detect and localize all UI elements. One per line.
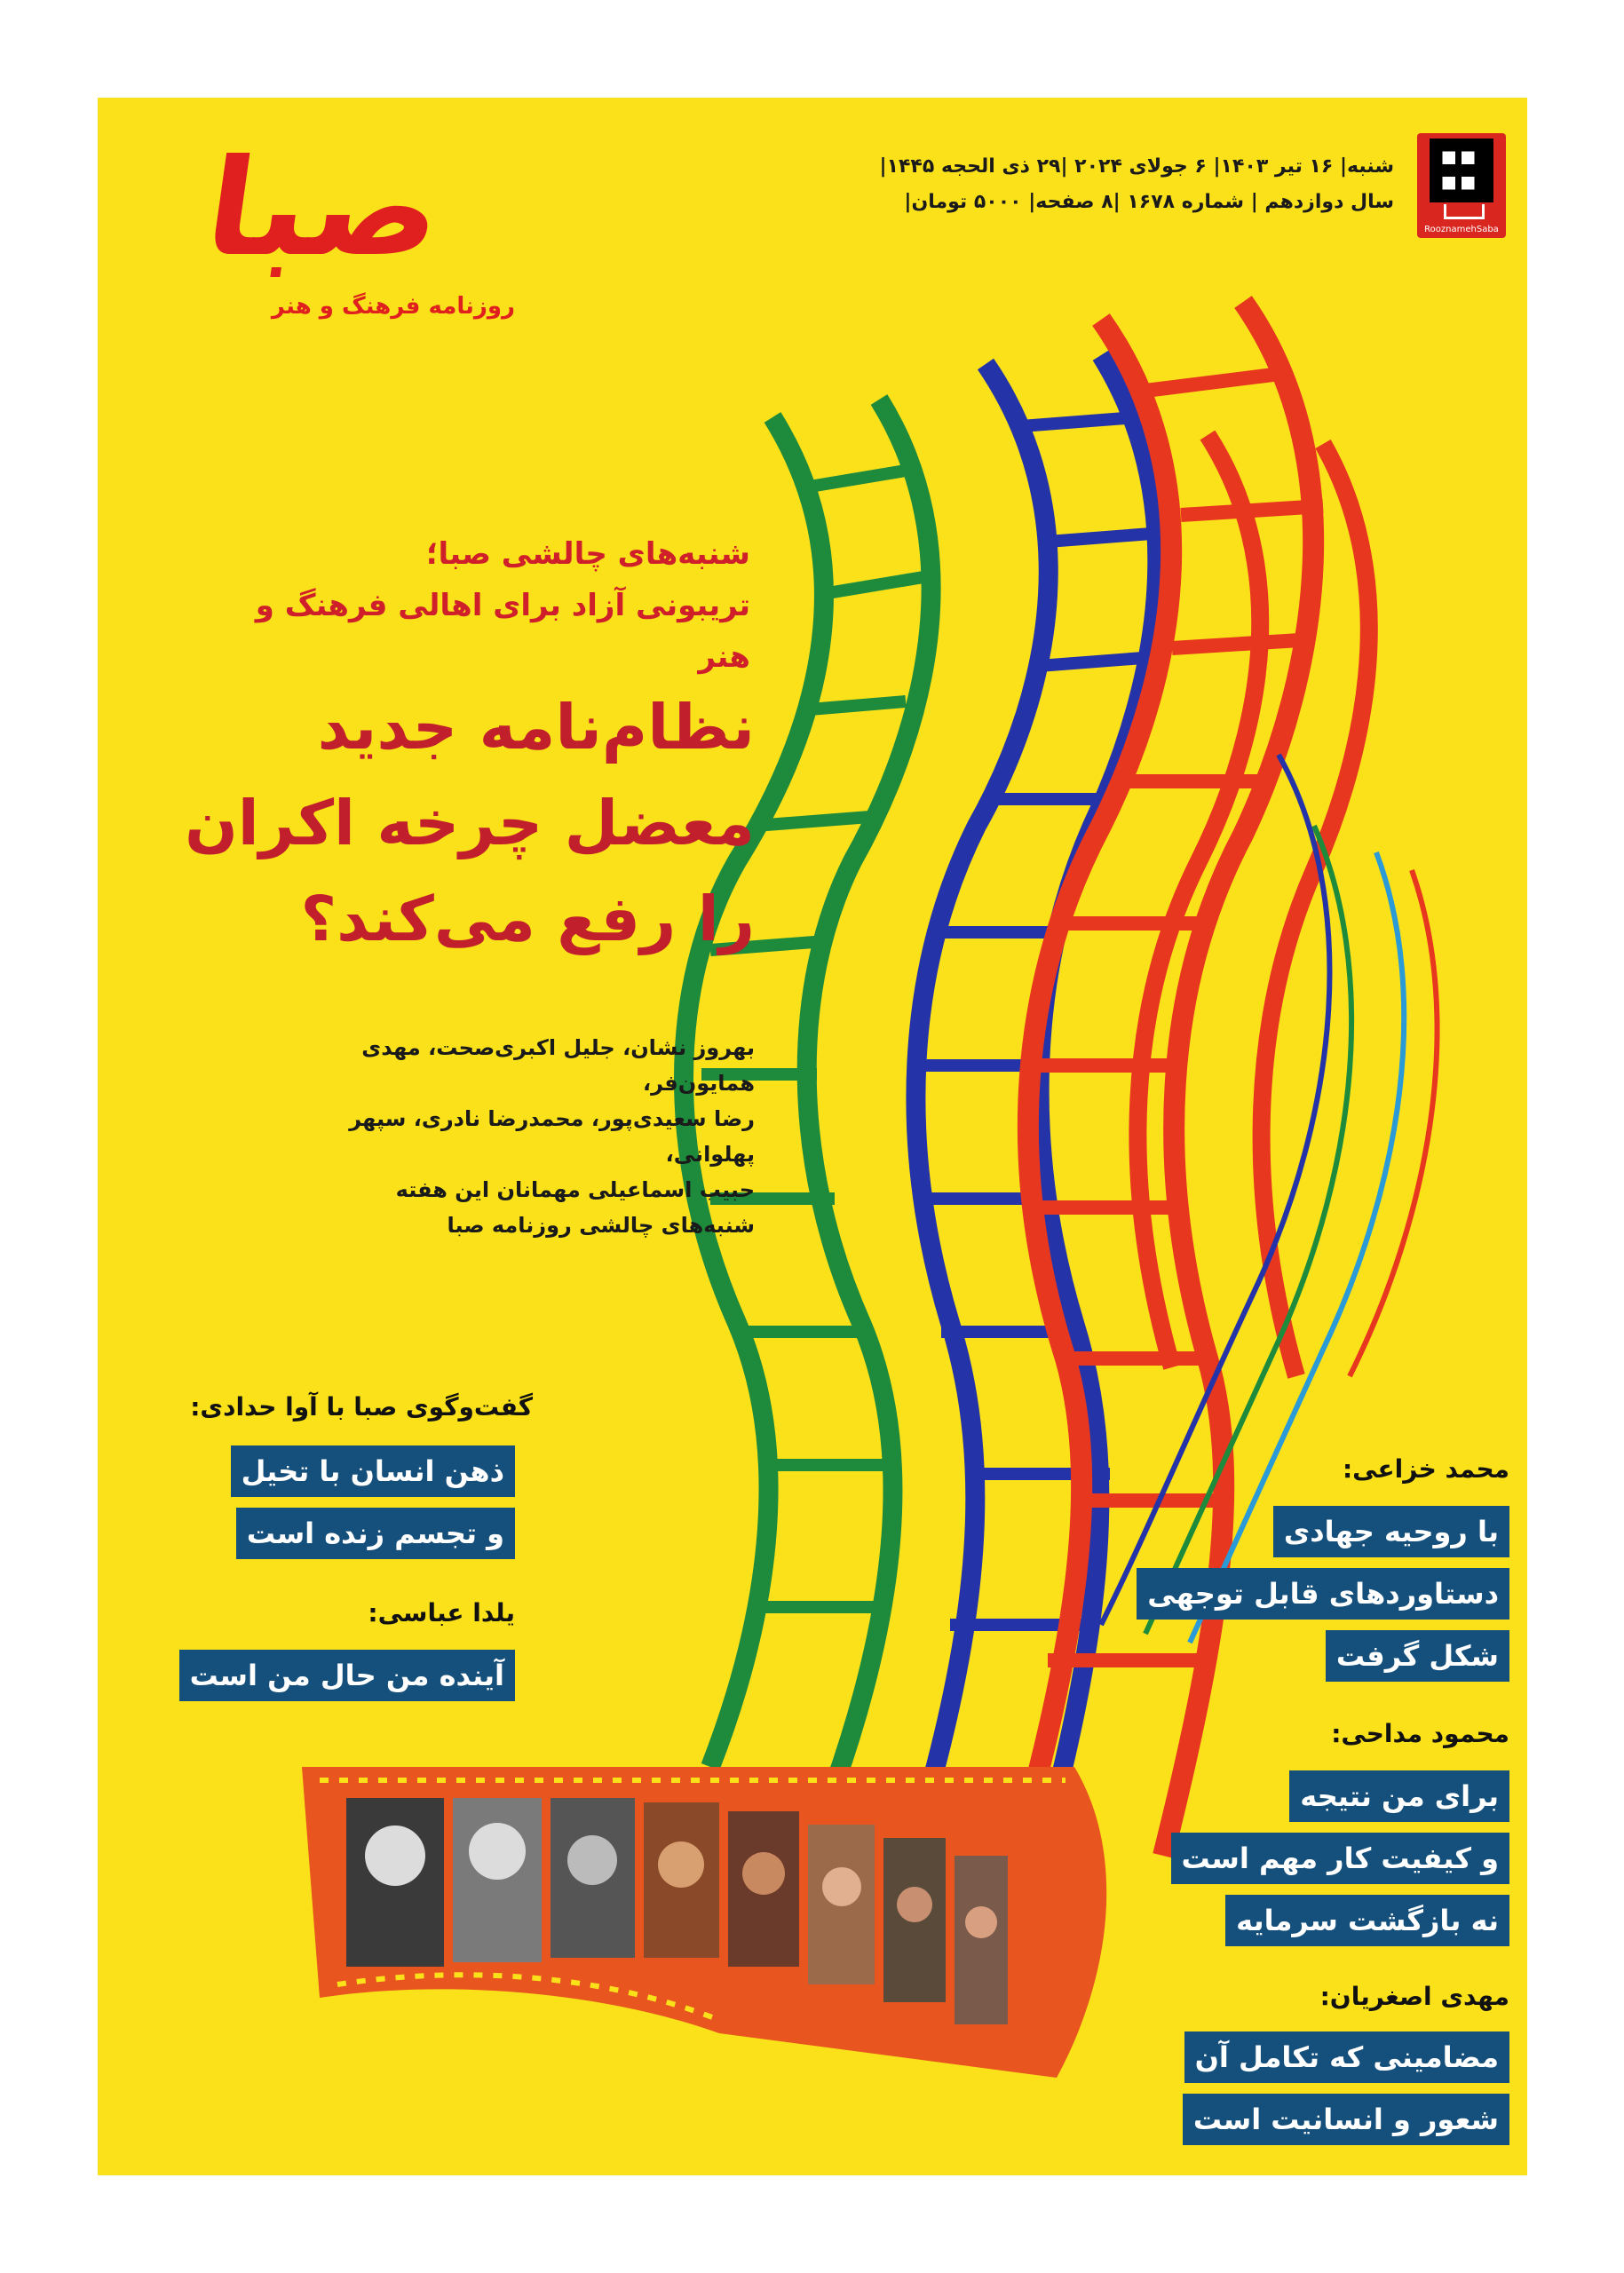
interview-box-2[interactable]: و تجسم زنده است: [236, 1508, 515, 1559]
issue-date-line: شنبه| ۱۶ تیر ۱۴۰۳| ۶ جولای ۲۰۲۴ |۲۹ ذی الحجه ۱۴۴۵|: [879, 155, 1394, 178]
madahi-box-1[interactable]: برای من نتیجه: [1289, 1770, 1509, 1822]
guests-line-2: رضا سعیدی‌پور، محمدرضا نادری، سپهر پهلوانی،: [349, 1106, 755, 1167]
khazaei-box-2[interactable]: دستاوردهای قابل توجهی: [1137, 1568, 1509, 1620]
lead-kicker: [218, 528, 750, 683]
issue-info: [772, 149, 1394, 220]
headline-line-3: را رفع می‌کند؟: [300, 883, 755, 955]
qr-code-icon[interactable]: [1417, 133, 1506, 238]
issue-number-line: سال دوازدهم | شماره ۱۶۷۸ |۸ صفحه| ۵۰۰۰ تومان|: [904, 191, 1394, 213]
guests-line-3: حبیب اسماعیلی مهمانان این هفته: [395, 1177, 755, 1202]
guests-line-1: بهروز نشان، جلیل اکبری‌صحت، مهدی همایون‌فر،: [361, 1035, 755, 1096]
khazaei-label: محمد خزاعی:: [1342, 1454, 1509, 1484]
headline-line-2: معضل چرخه اکران: [185, 787, 755, 859]
madahi-box-2[interactable]: و کیفیت کار مهم است: [1171, 1833, 1509, 1884]
kicker-line-1: شنبه‌های چالشی صبا؛: [425, 536, 750, 572]
bottom-film-strip: [302, 1767, 1106, 2078]
newspaper-front-page: [98, 98, 1527, 2175]
book-icon: [1444, 204, 1485, 219]
interview-label: گفت‌وگوی صبا با آوا حدادی:: [190, 1392, 533, 1422]
qr-pattern: [1430, 139, 1493, 202]
madahi-box-3[interactable]: نه بازگشت سرمایه: [1225, 1895, 1509, 1946]
asghariyan-label: مهدی اصغریان:: [1319, 1982, 1509, 2011]
yalda-label: یلدا عباسی:: [368, 1598, 515, 1628]
newspaper-logo: صبا: [196, 131, 452, 286]
khazaei-box-1[interactable]: با روحیه جهادی: [1273, 1506, 1509, 1557]
kicker-line-2: تریبونی آزاد برای اهالی فرهنگ و هنر: [255, 588, 750, 675]
guests-line-4: شنبه‌های چالشی روزنامه صبا: [447, 1213, 755, 1238]
interview-box-1[interactable]: ذهن انسان با تخیل: [231, 1445, 515, 1497]
lead-guests: [257, 1030, 755, 1243]
asghariyan-box-1[interactable]: مضامینی که تکامل آن: [1184, 2031, 1509, 2083]
headline-line-1: نظام‌نامه جدید: [317, 691, 755, 764]
yalda-box-1[interactable]: آینده من حال من است: [179, 1650, 515, 1701]
lead-headline[interactable]: [133, 679, 755, 967]
logo-subtitle: روزنامه فرهنگ و هنر: [271, 293, 515, 320]
qr-caption: RooznamehSaba: [1424, 225, 1499, 234]
khazaei-box-3[interactable]: شکل گرفت: [1326, 1630, 1509, 1682]
asghariyan-box-2[interactable]: شعور و انسانیت است: [1183, 2094, 1509, 2145]
madahi-label: محمود مداحی:: [1331, 1719, 1509, 1748]
